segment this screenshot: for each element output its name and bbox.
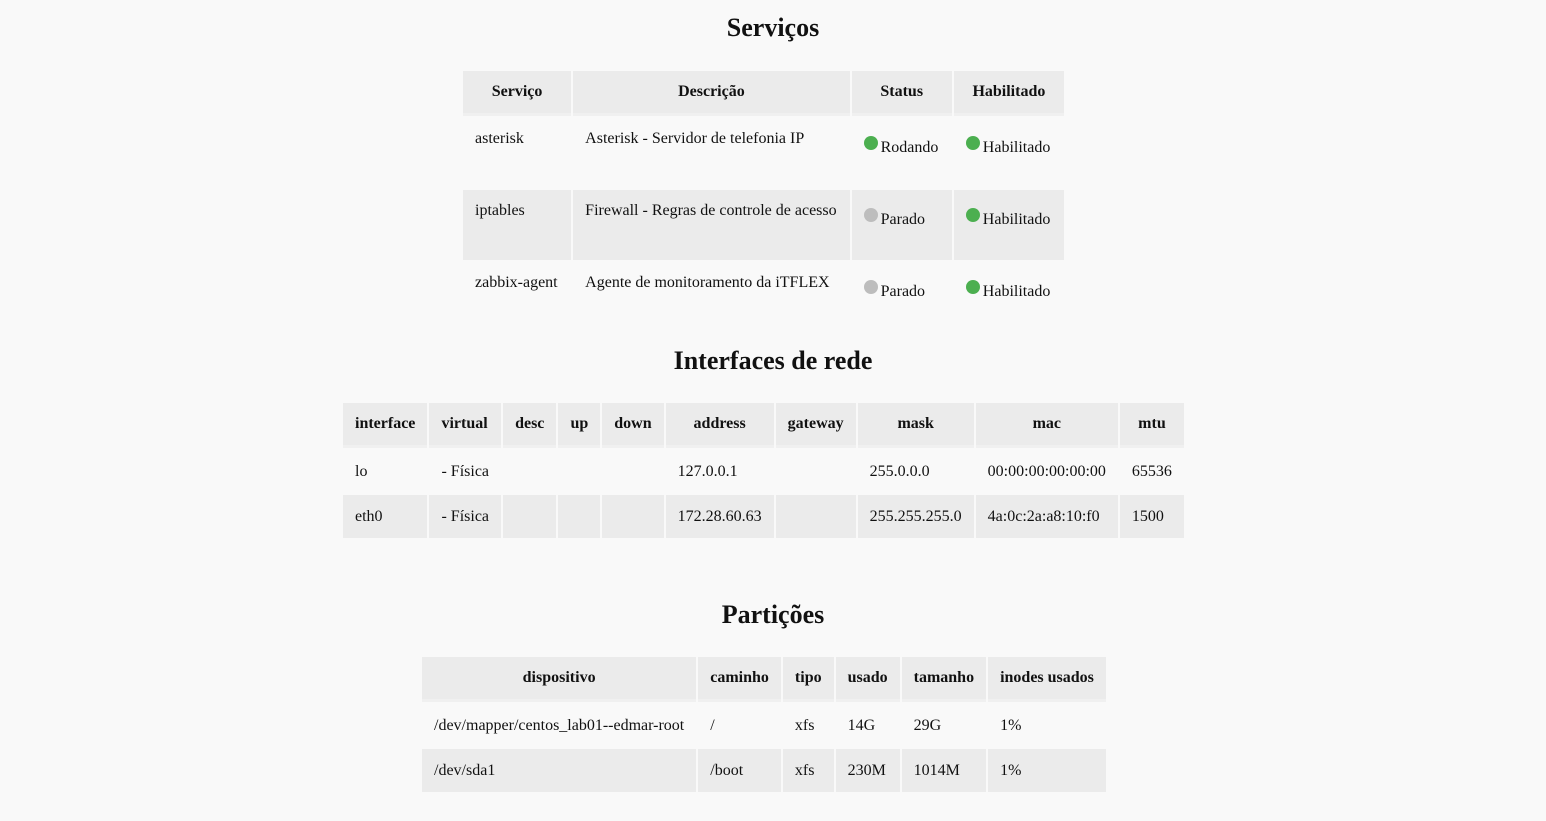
cell-down — [602, 495, 663, 538]
service-enabled-label: Habilitado — [982, 139, 1051, 156]
table-row — [463, 190, 1064, 260]
column-header-mtu: mtu — [1120, 403, 1184, 448]
service-enabled-label: Habilitado — [982, 211, 1051, 228]
cell-size: 29G — [913, 716, 942, 734]
cell-type: xfs — [783, 749, 834, 792]
cell-virtual: - Física — [441, 462, 490, 480]
table-row — [343, 495, 1184, 538]
service-enabled — [954, 262, 1064, 332]
cell-virtual: - Física — [429, 495, 501, 538]
column-header-path: caminho — [698, 657, 781, 702]
service-status — [852, 262, 952, 332]
column-header-mac: mac — [976, 403, 1118, 448]
status-dot-icon — [864, 136, 878, 150]
cell-up — [558, 495, 600, 538]
column-header-device: dispositivo — [422, 657, 696, 702]
cell-mtu: 65536 — [1131, 462, 1172, 480]
column-header-mask: mask — [858, 403, 974, 448]
cell-path: /boot — [698, 749, 781, 792]
service-enabled — [954, 118, 1064, 188]
table-row — [422, 749, 1106, 792]
column-header-virtual: virtual — [429, 403, 501, 448]
cell-device: /dev/sda1 — [422, 749, 696, 792]
service-status-label: Parado — [880, 211, 926, 228]
column-header-description: Descrição — [573, 71, 849, 116]
column-header-inodes-used: inodes usados — [988, 657, 1106, 702]
table-row — [463, 262, 1064, 332]
cell-address: 127.0.0.1 — [677, 462, 738, 480]
table-row — [343, 450, 1184, 493]
cell-inodes-used: 1% — [1000, 716, 1022, 734]
partitions-table — [420, 655, 1108, 794]
service-status-label: Rodando — [880, 139, 939, 156]
cell-type: xfs — [794, 716, 815, 734]
cell-mask: 255.0.0.0 — [869, 462, 930, 480]
service-enabled — [954, 190, 1064, 260]
services-title: Serviços — [726, 13, 820, 42]
column-header-used: usado — [836, 657, 900, 702]
cell-used: 230M — [836, 749, 900, 792]
column-header-size: tamanho — [902, 657, 986, 702]
network-interfaces-table — [341, 401, 1186, 540]
column-header-address: address — [666, 403, 774, 448]
cell-gateway — [776, 495, 856, 538]
service-name: iptables — [463, 190, 571, 260]
service-status-label: Parado — [880, 283, 926, 300]
column-header-enabled: Habilitado — [954, 71, 1064, 116]
cell-size: 1014M — [902, 749, 986, 792]
column-header-status: Status — [852, 71, 952, 116]
enabled-dot-icon — [966, 136, 980, 150]
services-table — [461, 69, 1066, 334]
services-header-row — [463, 71, 1064, 116]
column-header-gateway: gateway — [776, 403, 856, 448]
cell-mtu: 1500 — [1120, 495, 1184, 538]
cell-mac: 4a:0c:2a:a8:10:f0 — [976, 495, 1118, 538]
enabled-dot-icon — [966, 280, 980, 294]
cell-inodes-used: 1% — [988, 749, 1106, 792]
cell-device: /dev/mapper/centos_lab01--edmar-root — [434, 716, 685, 734]
cell-mask: 255.255.255.0 — [858, 495, 974, 538]
column-header-service: Serviço — [463, 71, 571, 116]
cell-down — [602, 450, 663, 493]
service-status — [852, 190, 952, 260]
cell-up — [558, 450, 600, 493]
service-description: Agente de monitoramento da iTFLEX — [585, 274, 830, 291]
partitions-title: Partições — [721, 600, 825, 629]
cell-address: 172.28.60.63 — [666, 495, 774, 538]
cell-interface: eth0 — [343, 495, 427, 538]
service-description: Asterisk - Servidor de telefonia IP — [585, 130, 805, 147]
status-dot-icon — [864, 280, 878, 294]
cell-gateway — [776, 450, 856, 493]
service-name: zabbix-agent — [475, 274, 558, 291]
service-name: asterisk — [475, 130, 524, 147]
cell-interface: lo — [355, 462, 368, 480]
table-row — [463, 118, 1064, 188]
status-dot-icon — [864, 208, 878, 222]
table-row — [422, 704, 1106, 747]
column-header-down: down — [602, 403, 663, 448]
cell-desc — [503, 450, 556, 493]
column-header-interface: interface — [343, 403, 427, 448]
service-status — [852, 118, 952, 188]
network-header-row — [343, 403, 1184, 448]
cell-path: / — [710, 716, 715, 734]
service-description: Firewall - Regras de controle de acesso — [573, 190, 849, 260]
cell-used: 14G — [847, 716, 876, 734]
network-title: Interfaces de rede — [673, 346, 873, 375]
cell-mac: 00:00:00:00:00:00 — [987, 462, 1106, 480]
cell-desc — [503, 495, 556, 538]
column-header-desc: desc — [503, 403, 556, 448]
enabled-dot-icon — [966, 208, 980, 222]
column-header-type: tipo — [783, 657, 834, 702]
service-enabled-label: Habilitado — [982, 283, 1051, 300]
partitions-header-row — [422, 657, 1106, 702]
column-header-up: up — [558, 403, 600, 448]
